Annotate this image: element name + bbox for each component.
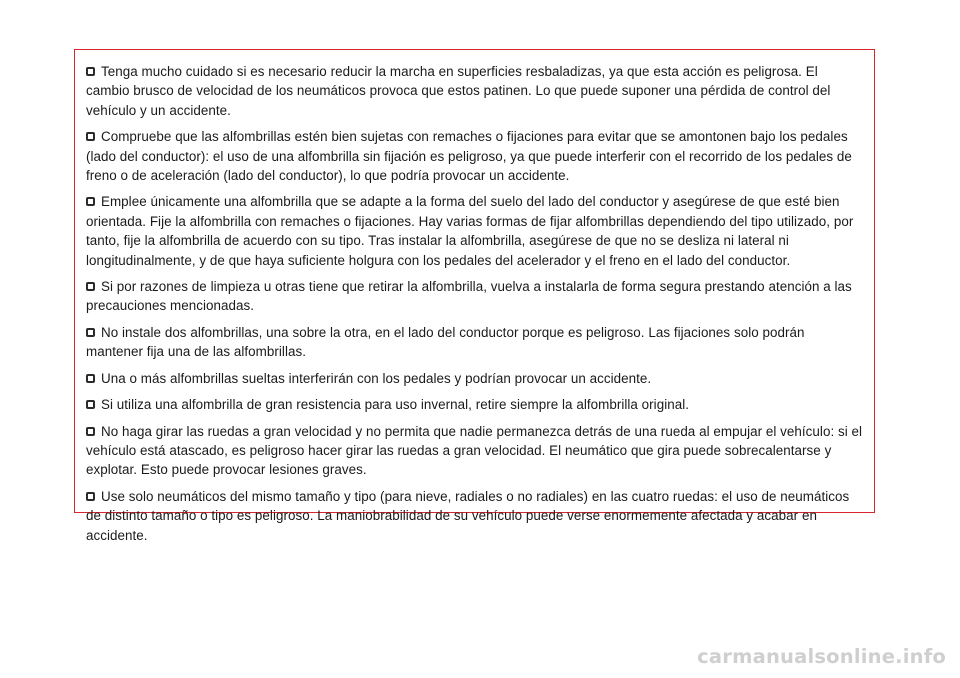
warning-text: No instale dos alfombrillas, una sobre la otra, en el lado del conductor porque es peligroso. Las fijaciones solo podrán mantener fija una de las alfombrillas.: [86, 324, 805, 360]
square-bullet-icon: [86, 328, 95, 337]
warning-item: [86, 369, 864, 388]
warning-text: Si por razones de limpieza u otras tiene que retirar la alfombrilla, vuelva a instalarla de forma segura prestando atención a las precauciones mencionadas.: [86, 279, 852, 314]
warning-item: [86, 277, 864, 316]
warning-text: Compruebe que las alfombrillas estén bien sujetas con remaches o fijaciones para evitar que se amontonen bajo los pedales (lado del conductor): el uso de una alfombrilla sin fijación es peligroso, ya que puede interferir con el recorrido de los pedales de freno o de aceleración (lado del conductor), lo que podría provocar un accidente.: [86, 129, 852, 184]
warning-text: Tenga mucho cuidado si es necesario reducir la marcha en superficies resbaladizas, ya que esta acción es peligrosa. El cambio brusco de velocidad de los neumáticos provoca que estos patinen. Lo que puede suponer una pérdida de control del vehículo y un accidente.: [86, 64, 831, 118]
warning-item: [86, 422, 864, 480]
warning-item: [86, 487, 864, 545]
warning-item: [86, 127, 864, 185]
square-bullet-icon: [86, 132, 95, 141]
square-bullet-icon: [86, 374, 95, 383]
square-bullet-icon: [86, 427, 95, 436]
warning-text: No haga girar las ruedas a gran velocidad y no permita que nadie permanezca detrás de una rueda al empujar el vehículo: si el vehículo está atascado, es peligroso hacer girar las ruedas a gran velocidad. El neumático que gira puede sobrecalentarse y explotar. Esto puede provocar lesiones graves.: [86, 423, 863, 478]
square-bullet-icon: [86, 492, 95, 501]
warning-item: [86, 192, 864, 270]
warning-item: [86, 395, 864, 414]
watermark: carmanualsonline.info: [697, 645, 946, 668]
warning-text: Emplee únicamente una alfombrilla que se adapte a la forma del suelo del lado del conductor y asegúrese de que esté bien orientada. Fije la alfombrilla con remaches o fijaciones. Hay varias formas de fijar alfombrillas dependiendo del tipo utilizado, por tanto, fije la alfombrilla de acuerdo con su tipo. Tras instalar la alfombrilla, asegúrese de que no se desliza ni lateral ni longitudinalmente, y de que haya suficiente holgura con los pedales del acelerador y el freno en el lado del conductor.: [86, 194, 854, 268]
warning-text: Una o más alfombrillas sueltas interferirán con los pedales y podrían provocar un accidente.: [101, 370, 652, 386]
square-bullet-icon: [86, 400, 95, 409]
warning-box: [74, 49, 875, 543]
warning-item: [86, 323, 864, 362]
warning-item: [86, 62, 864, 120]
square-bullet-icon: [86, 67, 95, 76]
warning-text: Si utiliza una alfombrilla de gran resistencia para uso invernal, retire siempre la alfombrilla original.: [101, 397, 690, 413]
warning-text: Use solo neumáticos del mismo tamaño y tipo (para nieve, radiales o no radiales) en las cuatro ruedas: el uso de neumáticos de distinto tamaño o tipo es peligroso. La maniobrabilidad de su vehículo puede verse enormemente afectada y acabar en accidente.: [86, 488, 850, 543]
square-bullet-icon: [86, 282, 95, 291]
square-bullet-icon: [86, 197, 95, 206]
